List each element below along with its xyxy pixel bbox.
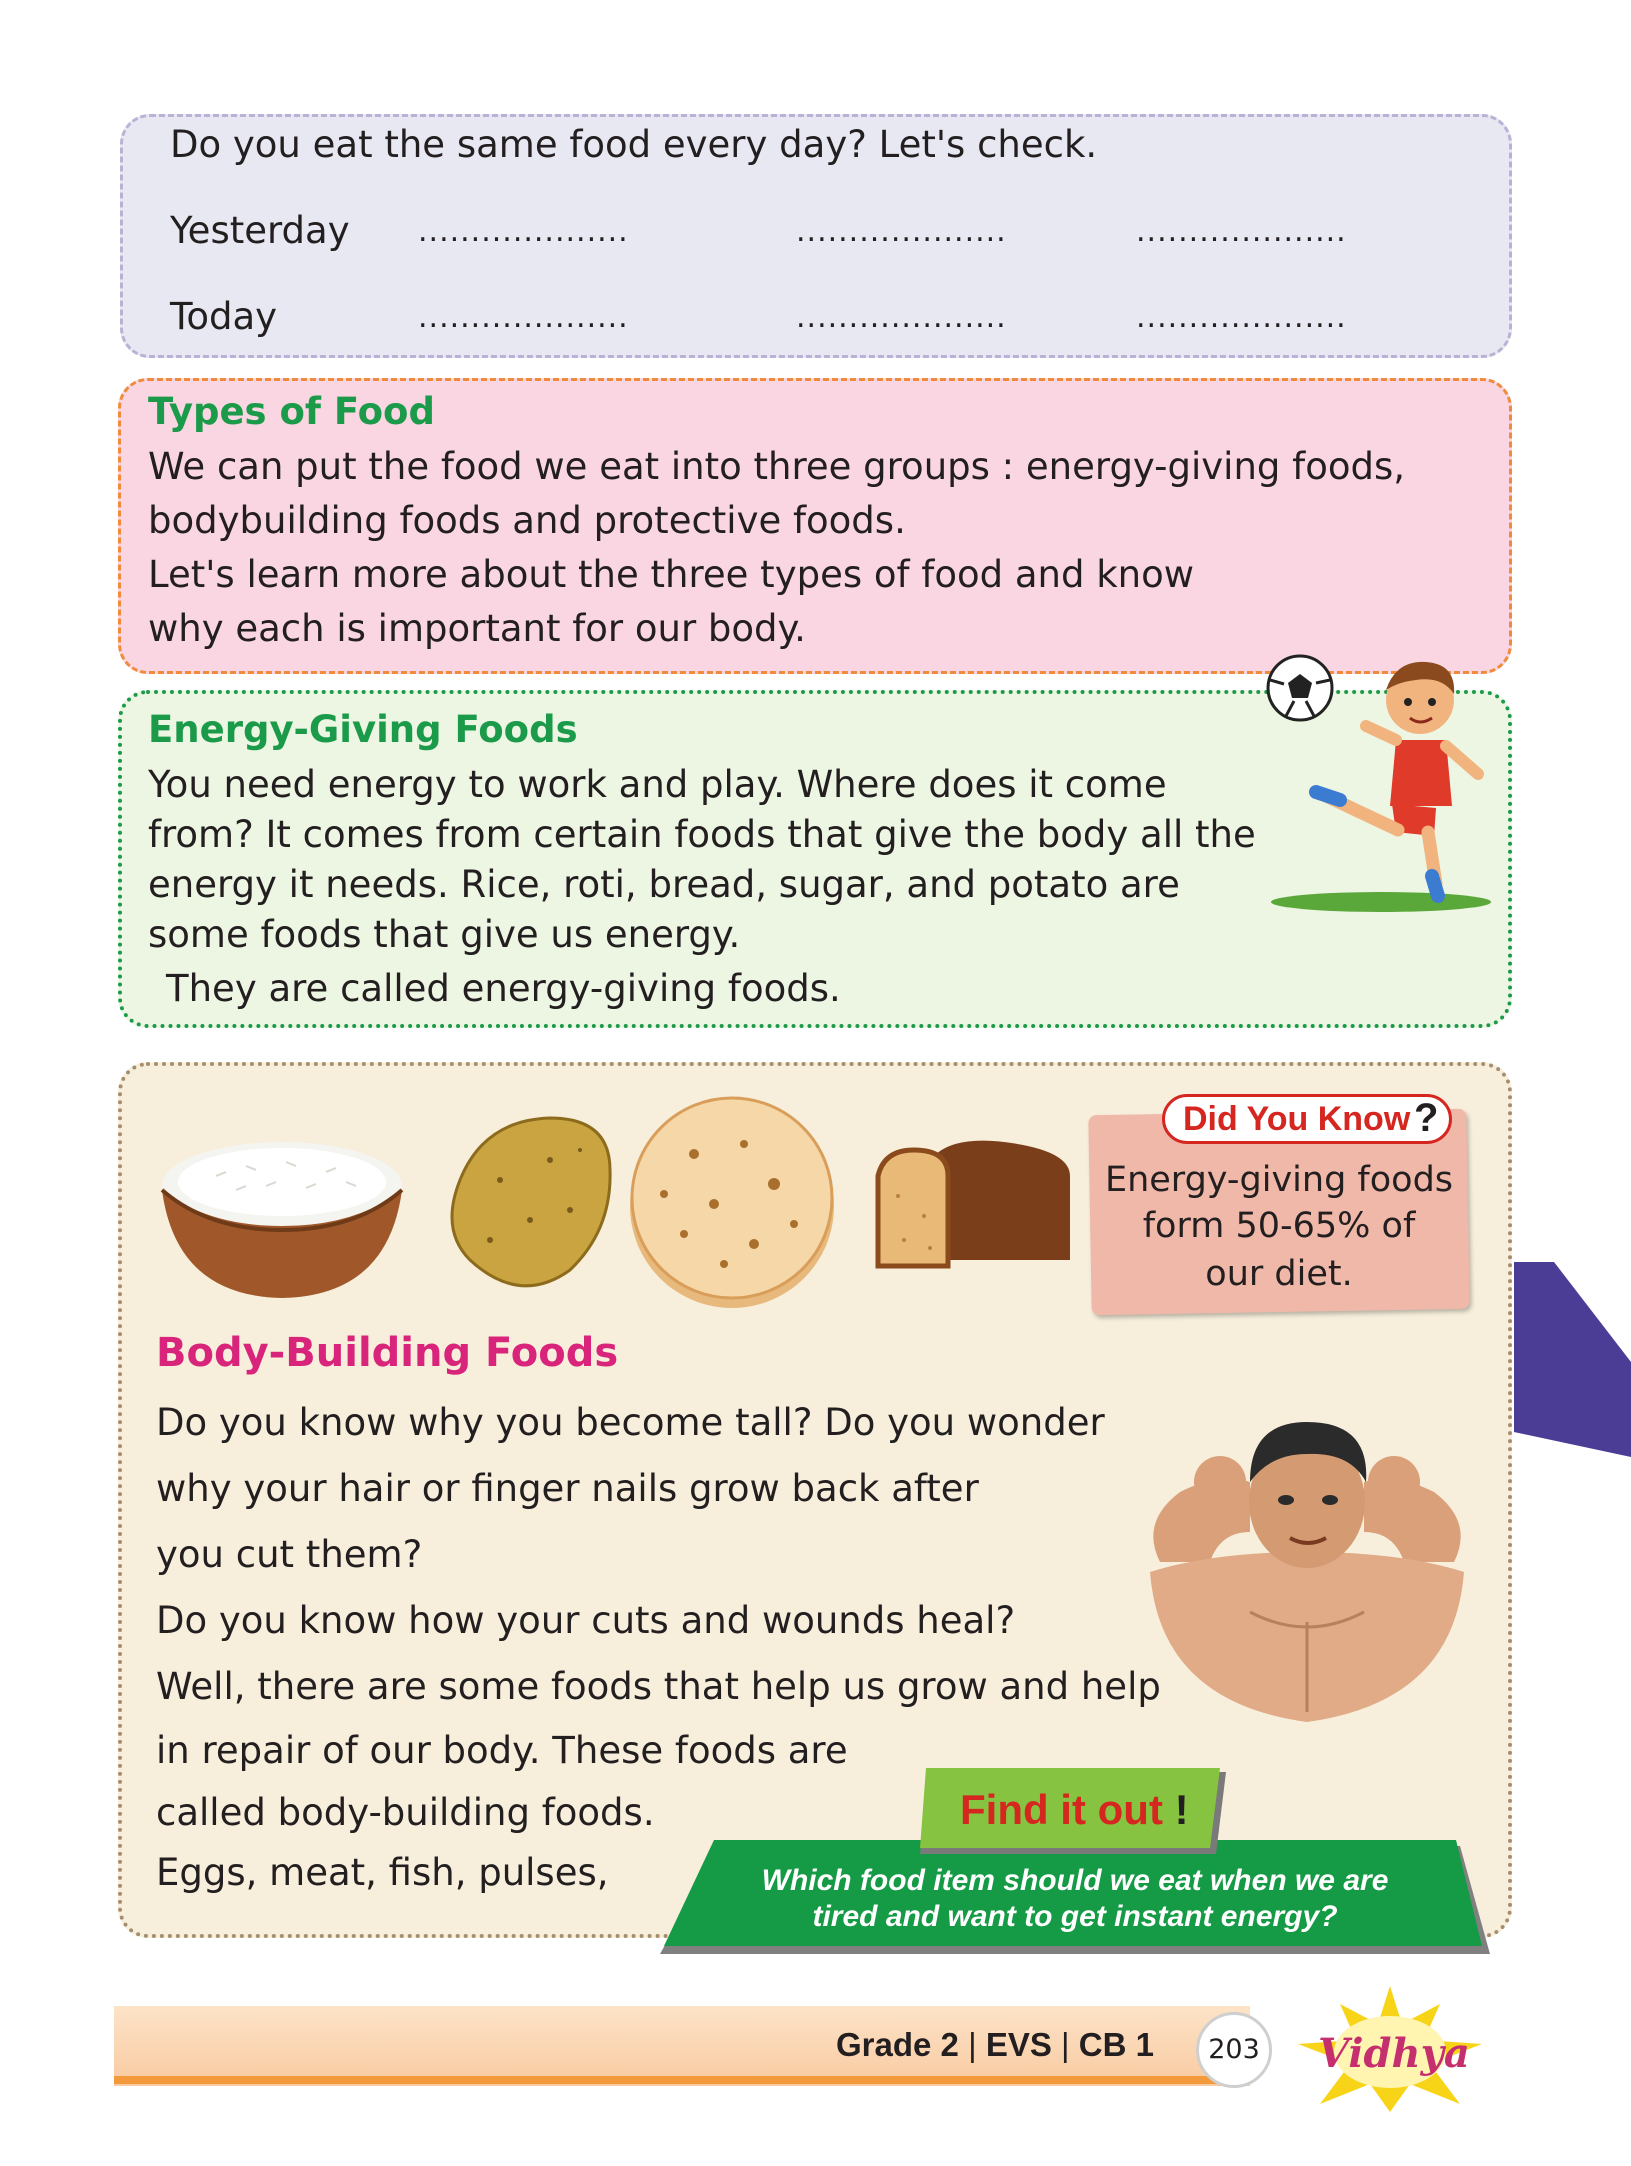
body-line-8: Eggs, meat, fish, pulses, bbox=[156, 1851, 609, 1894]
body-line-5: Well, there are some foods that help us grow and help bbox=[156, 1665, 1161, 1708]
today-blank-2[interactable]: .................... bbox=[796, 300, 1007, 335]
body-line-6: in repair of our body. These foods are bbox=[156, 1729, 848, 1772]
energy-line-4: some foods that give us energy. bbox=[148, 913, 741, 956]
body-line-7: called body-building foods. bbox=[156, 1791, 655, 1834]
types-line-2: bodybuilding foods and protective foods. bbox=[148, 499, 906, 542]
purple-side-tab bbox=[1514, 1262, 1631, 1457]
roti-image bbox=[624, 1094, 840, 1310]
did-you-know-line-1: Energy-giving foods bbox=[1104, 1160, 1454, 1200]
find-it-out-question-line-2: tired and want to get instant energy? bbox=[812, 1900, 1338, 1933]
today-blank-3[interactable]: .................... bbox=[1136, 300, 1347, 335]
yesterday-label: Yesterday bbox=[170, 209, 350, 252]
footer-grade: Grade 2 bbox=[836, 2026, 959, 2063]
types-of-food-heading: Types of Food bbox=[148, 390, 435, 433]
check-question: Do you eat the same food every day? Let's check. bbox=[170, 123, 1098, 166]
page-number: 203 bbox=[1196, 2012, 1272, 2088]
did-you-know-mark: ? bbox=[1414, 1096, 1439, 1140]
energy-line-5: They are called energy-giving foods. bbox=[166, 967, 841, 1010]
types-line-1: We can put the food we eat into three groups : energy-giving foods, bbox=[148, 445, 1405, 488]
did-you-know-line-3: our diet. bbox=[1205, 1254, 1353, 1294]
find-it-out-title: Find it out ! bbox=[960, 1786, 1189, 1833]
footer-underline bbox=[114, 2076, 1250, 2084]
today-label: Today bbox=[170, 295, 278, 338]
types-line-3: Let's learn more about the three types of food and know bbox=[148, 553, 1194, 596]
find-it-out-mark: ! bbox=[1174, 1786, 1189, 1833]
find-it-out-question-line-1: Which food item should we eat when we are bbox=[761, 1864, 1389, 1897]
did-you-know-title: Did You Know bbox=[1162, 1094, 1452, 1144]
football-boy-illustration bbox=[1256, 646, 1506, 916]
yesterday-blank-3[interactable]: .................... bbox=[1136, 214, 1347, 249]
footer-separator-2: | bbox=[1061, 2026, 1070, 2063]
footer-label bbox=[836, 2026, 1154, 2064]
vidhya-logo-text: Vidhya bbox=[1318, 2030, 1470, 2077]
muscle-man-illustration bbox=[1100, 1402, 1514, 1732]
footer-separator-1: | bbox=[968, 2026, 977, 2063]
body-line-2: why your hair or finger nails grow back after bbox=[156, 1467, 979, 1510]
potato-image bbox=[440, 1110, 616, 1294]
energy-line-3: energy it needs. Rice, roti, bread, sugar, and potato are bbox=[148, 863, 1180, 906]
bread-image bbox=[874, 1136, 1074, 1272]
today-blank-1[interactable]: .................... bbox=[418, 300, 629, 335]
did-you-know-line-2: form 50-65% of bbox=[1142, 1206, 1416, 1246]
yesterday-blank-2[interactable]: .................... bbox=[796, 214, 1007, 249]
body-line-3: you cut them? bbox=[156, 1533, 423, 1576]
body-line-4: Do you know how your cuts and wounds heal? bbox=[156, 1599, 1016, 1642]
rice-bowl-image bbox=[156, 1126, 408, 1302]
body-building-heading: Body-Building Foods bbox=[156, 1330, 619, 1376]
footer-subject: EVS bbox=[985, 2026, 1052, 2063]
yesterday-blank-1[interactable]: .................... bbox=[418, 214, 629, 249]
energy-line-1: You need energy to work and play. Where does it come bbox=[148, 763, 1167, 806]
footer-book: CB 1 bbox=[1078, 2026, 1154, 2063]
energy-giving-heading: Energy-Giving Foods bbox=[148, 708, 578, 751]
energy-line-2: from? It comes from certain foods that give the body all the bbox=[148, 813, 1256, 856]
types-line-4: why each is important for our body. bbox=[148, 607, 806, 650]
body-line-1: Do you know why you become tall? Do you wonder bbox=[156, 1401, 1105, 1444]
